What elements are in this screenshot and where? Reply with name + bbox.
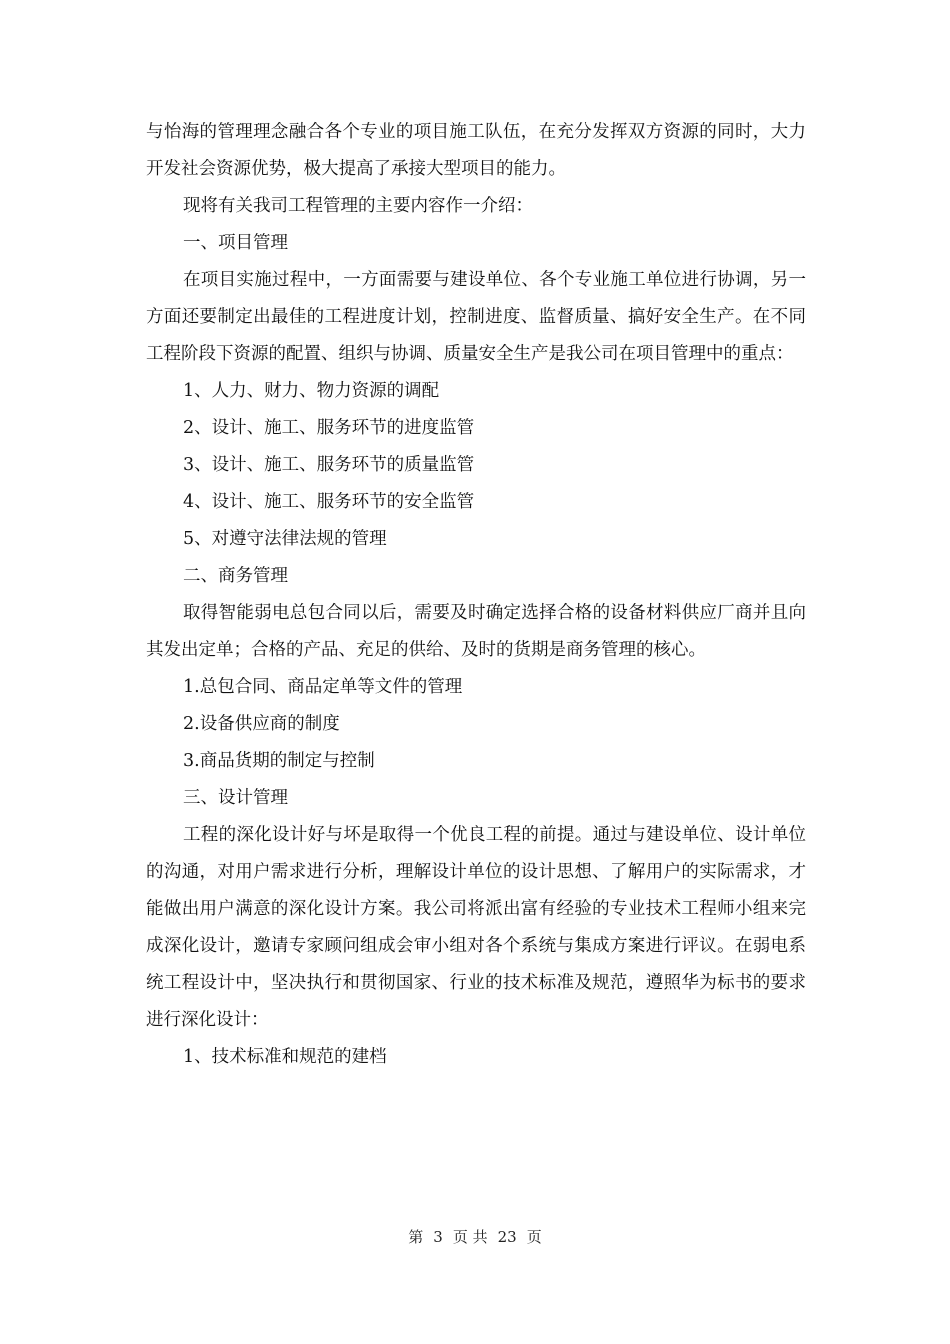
footer-middle: 页 共 <box>452 1228 488 1246</box>
list-item: 5、对遵守法律法规的管理 <box>183 529 387 549</box>
document-body <box>146 114 806 1076</box>
footer-page-number: 3 <box>433 1228 443 1246</box>
list-item: 3.商品货期的制定与控制 <box>183 751 375 771</box>
section-heading-design-management: 三、设计管理 <box>183 788 288 808</box>
paragraph-design-management: 工程的深化设计好与坏是取得一个优良工程的前提。通过与建设单位、设计单位的沟通，对用户需求进行分析，理解设计单位的设计思想、了解用户的实际需求，才能做出用户满意的深化设计方案。我公司将派出富有经验的专业技术工程师小组来完成深化设计，邀请专家顾问组成会审小组对各个系统与集成方案进行评议。在弱电系统工程设计中，坚决执行和贯彻国家、行业的技术标准及规范，遵照华为标书的要求进行深化设计： <box>146 825 806 1030</box>
footer-prefix: 第 <box>408 1228 424 1246</box>
list-item: 2.设备供应商的制度 <box>183 714 340 734</box>
section-heading-business-management: 二、商务管理 <box>183 566 288 586</box>
footer-total-pages: 23 <box>497 1228 517 1246</box>
footer-suffix: 页 <box>526 1228 542 1246</box>
list-item: 4、设计、施工、服务环节的安全监管 <box>183 492 475 512</box>
section-heading-project-management: 一、项目管理 <box>183 233 288 253</box>
paragraph-intro: 现将有关我司工程管理的主要内容作一介绍： <box>183 196 533 216</box>
paragraph-business-management: 取得智能弱电总包合同以后，需要及时确定选择合格的设备材料供应厂商并且向其发出定单；合格的产品、充足的供给、及时的货期是商务管理的核心。 <box>146 603 806 660</box>
list-item: 1、技术标准和规范的建档 <box>183 1047 387 1067</box>
paragraph-project-management: 在项目实施过程中，一方面需要与建设单位、各个专业施工单位进行协调，另一方面还要制定出最佳的工程进度计划，控制进度、监督质量、搞好安全生产。在不同工程阶段下资源的配置、组织与协调、质量安全生产是我公司在项目管理中的重点： <box>146 270 806 364</box>
page-footer <box>0 1226 950 1247</box>
list-item: 1、人力、财力、物力资源的调配 <box>183 381 440 401</box>
list-item: 3、设计、施工、服务环节的质量监管 <box>183 455 475 475</box>
list-item: 1.总包合同、商品定单等文件的管理 <box>183 677 463 697</box>
paragraph-continuation: 与怡海的管理理念融合各个专业的项目施工队伍，在充分发挥双方资源的同时，大力开发社会资源优势，极大提高了承接大型项目的能力。 <box>146 122 806 179</box>
list-item: 2、设计、施工、服务环节的进度监管 <box>183 418 475 438</box>
